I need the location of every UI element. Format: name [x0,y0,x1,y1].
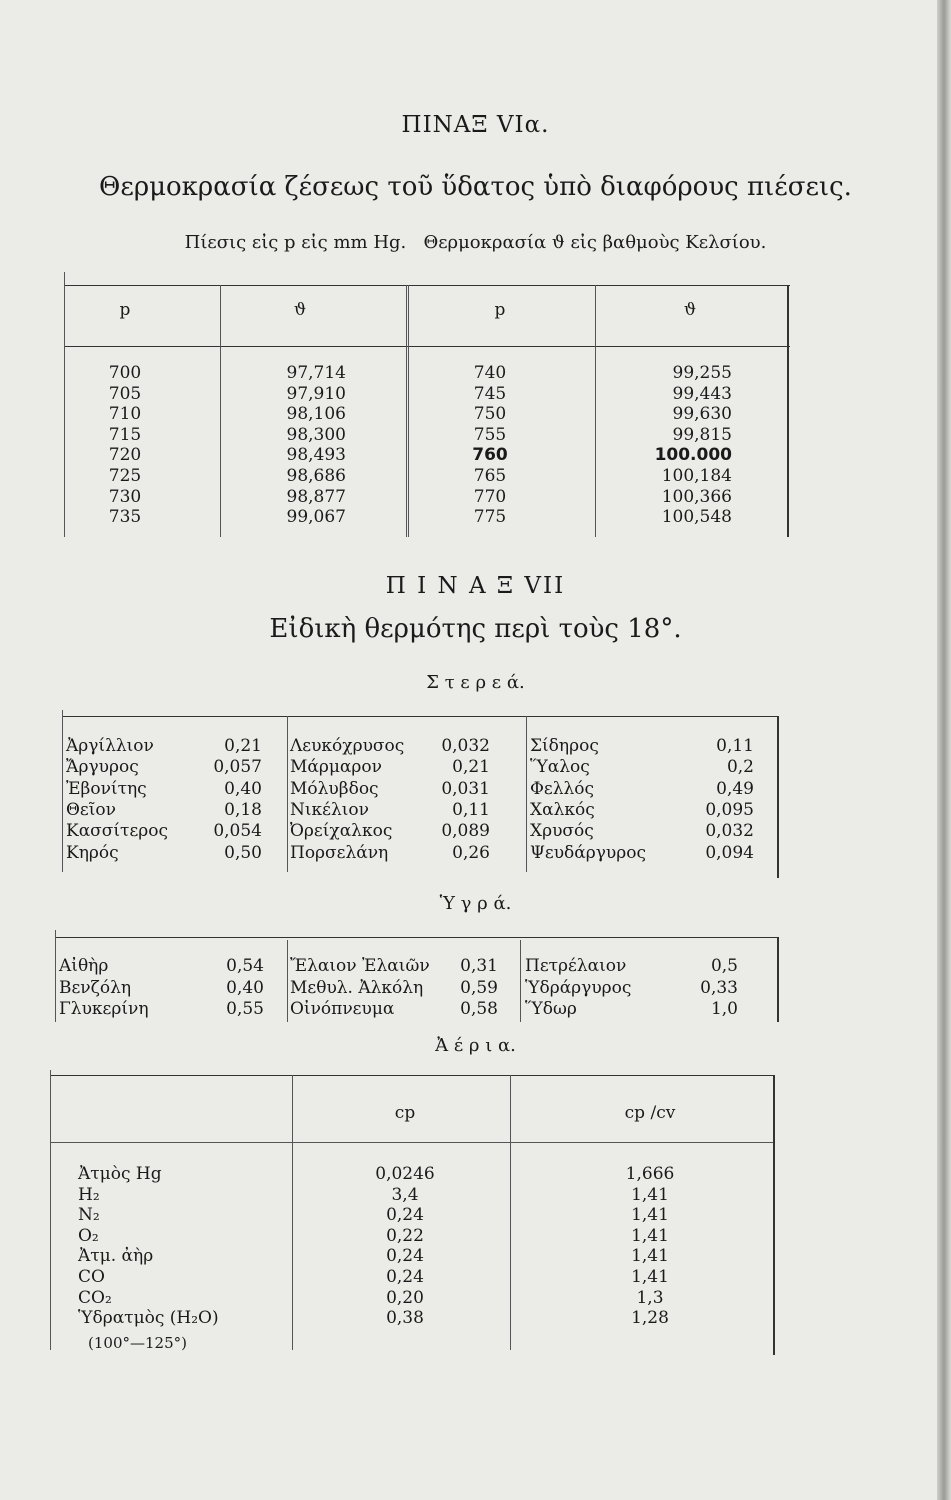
cp-cv-value: 1,666 [625,1164,675,1184]
specific-heat-value: 0,49 [716,778,754,799]
temperature-cell: 99,815 [672,424,732,445]
pressure-cell: 710 [108,404,142,425]
table-6a-header: ϑ [683,300,697,320]
cp-cv-value: 1,41 [631,1205,669,1226]
specific-heat-value: 0,11 [716,736,754,756]
table-6a-left-border [64,272,65,537]
temperature-cell: 99,255 [672,363,732,383]
gas-name: Ἀτμὸς Hg [78,1164,162,1184]
temperature-cell: 98,877 [286,486,346,507]
liquids-col-divider [287,940,288,1022]
substance-name: Ψευδάργυρος [530,842,647,863]
cp-cv-value: 1,41 [631,1225,669,1246]
specific-heat-value: 0,5 [710,956,738,976]
specific-heat-value: 0,26 [452,842,490,863]
specific-heat-value: 0,095 [705,799,754,820]
pressure-cell: 745 [473,383,507,404]
specific-heat-value: 0,2 [726,757,754,778]
specific-heat-value: 0,21 [452,757,490,778]
temperature-cell: 99,067 [286,507,346,528]
specific-heat-value: 0,40 [224,778,262,799]
table-6a-header: p [119,300,131,320]
temperature-cell: 100,184 [661,466,732,486]
substance-name: Ἐβονίτης [66,778,147,799]
temperature-cell: 98,106 [286,404,346,425]
cp-value: 0,20 [386,1287,424,1308]
liquids-col-divider [520,940,521,1022]
gas-name: O₂ [78,1225,99,1246]
gas-name: N₂ [78,1205,100,1226]
page-edge-shadow [937,0,951,1500]
pressure-cell: 740 [473,363,507,383]
cp-value: 0,24 [386,1246,424,1267]
substance-name: Μόλυβδος [290,778,379,799]
pressure-cell: 765 [473,466,507,486]
temperature-cell: 100,366 [661,486,732,507]
gases-col-divider [292,1075,293,1350]
substance-name: Κασσίτερος [66,821,169,842]
specific-heat-value: 0,58 [460,999,498,1019]
table-6a-col-divider [595,285,596,537]
gases-top-rule [50,1075,775,1076]
pressure-cell: 705 [108,383,142,404]
gases-header-rule [50,1142,775,1143]
pressure-cell: 755 [473,424,507,445]
pressure-cell: 730 [108,486,142,507]
pressure-cell: 700 [108,363,142,383]
cp-value: 0,0246 [375,1164,435,1184]
table-6a-top-rule [64,285,790,286]
cp-cv-value: 1,41 [631,1246,669,1267]
cp-cv-value: 1,41 [631,1184,669,1205]
gases-header-cp: cp [394,1103,416,1123]
substance-name: Πορσελάνη [290,842,389,863]
substance-name: Οἰνόπνευμα [290,999,395,1019]
specific-heat-value: 0,59 [460,977,498,998]
temperature-cell: 98,686 [286,466,346,486]
gas-name: CO [78,1267,105,1287]
temperature-cell: 99,630 [672,404,732,425]
gases-note: (100°—125°) [88,1334,187,1352]
substance-name: Κηρός [66,842,119,863]
pressure-cell: 720 [108,445,142,466]
temperature-cell: 99,443 [672,383,732,404]
substance-name: Ὕδωρ [525,999,577,1019]
specific-heat-value: 0,50 [224,842,262,863]
temperature-cell: 100,548 [661,507,732,528]
table-7-subtitle: Εἰδικὴ θερμότης περὶ τοὺς 18°. [269,614,682,644]
substance-name: Ἔλαιον Ἐλαιῶν [290,956,430,976]
solids-heading: Σ τ ε ρ ε ά. [426,672,525,693]
solids-right-border [777,716,779,878]
specific-heat-value: 1,0 [710,999,738,1019]
substance-name: Ἀργίλλιον [66,736,154,756]
liquids-left-border [55,930,56,1022]
table-6a-col-divider [220,285,221,537]
gases-col-divider [510,1075,511,1350]
temperature-cell: 97,910 [286,383,346,404]
substance-name: Αἰθὴρ [59,956,109,976]
substance-name: Ἄργυρος [66,757,139,778]
solids-left-border [62,710,63,872]
specific-heat-value: 0,094 [705,842,754,863]
substance-name: Μάρμαρον [290,757,382,778]
substance-name: Νικέλιον [290,799,369,820]
table-6a-subtitle: Θερμοκρασία ζέσεως τοῦ ὕδατος ὑπὸ διαφόρους πιέσεις. [99,172,852,202]
substance-name: Λευκόχρυσος [290,736,405,756]
cp-value: 0,24 [386,1205,424,1226]
temperature-cell: 98,493 [286,445,346,466]
specific-heat-value: 0,057 [213,757,262,778]
substance-name: Ὑδράργυρος [525,977,632,998]
specific-heat-value: 0,33 [700,977,738,998]
table-6a-header: ϑ [293,300,307,320]
specific-heat-value: 0,31 [460,956,498,976]
pressure-cell: 770 [473,486,507,507]
cp-value: 3,4 [391,1184,419,1205]
specific-heat-value: 0,54 [226,956,264,976]
substance-name: Ὕαλος [530,757,590,778]
cp-cv-value: 1,28 [631,1308,669,1329]
cp-value: 0,24 [386,1267,424,1287]
pressure-cell: 775 [473,507,507,528]
substance-name: Σίδηρος [530,736,599,756]
pressure-cell: 735 [108,507,142,528]
specific-heat-value: 0,11 [452,799,490,820]
solids-top-rule [62,716,778,717]
gas-name: Ἀτμ. ἀὴρ [78,1246,154,1267]
gas-name: CO₂ [78,1287,112,1308]
specific-heat-value: 0,089 [441,821,490,842]
gas-name: Ὑδρατμὸς (H₂O) [78,1308,219,1329]
specific-heat-value: 0,031 [441,778,490,799]
pressure-cell: 715 [108,424,142,445]
gases-right-border [773,1075,775,1355]
pressure-cell: 760 [472,445,508,466]
specific-heat-value: 0,032 [705,821,754,842]
gases-header-ratio: cp /cv [624,1103,676,1123]
liquids-heading: Ὑ γ ρ ά. [439,893,512,914]
cp-value: 0,38 [386,1308,424,1329]
solids-col-divider [526,716,527,872]
gases-left-border [50,1070,51,1350]
solids-col-divider [287,716,288,872]
specific-heat-value: 0,032 [441,736,490,756]
substance-name: Χρυσός [530,821,594,842]
liquids-top-rule [55,937,778,938]
cp-cv-value: 1,3 [636,1287,664,1308]
cp-cv-value: 1,41 [631,1267,669,1287]
temperature-cell: 98,300 [286,424,346,445]
table-7-title: Π Ι Ν Α Ξ VII [385,573,566,599]
substance-name: Χαλκός [530,799,595,820]
substance-name: Φελλός [530,778,595,799]
temperature-cell: 97,714 [286,363,346,383]
table-6a-caption: Πίεσις εἰς p εἰς mm Hg. Θερμοκρασία ϑ εἰς βαθμοὺς Κελσίου. [184,232,767,253]
gases-heading: Ἀ έ ρ ι α. [435,1035,516,1056]
substance-name: Πετρέλαιον [525,956,627,976]
temperature-cell: 100.000 [654,445,732,466]
table-6a-header-rule [64,346,790,347]
table-6a-center-divider [406,285,409,537]
specific-heat-value: 0,18 [224,799,262,820]
specific-heat-value: 0,55 [226,999,264,1019]
liquids-right-border [777,937,779,1022]
substance-name: Μεθυλ. Ἀλκόλη [290,977,424,998]
table-6a-title: ΠΙΝΑΞ VIα. [401,112,550,138]
substance-name: Θεῖον [66,799,116,820]
pressure-cell: 750 [473,404,507,425]
substance-name: Ὀρείχαλκος [290,821,393,842]
specific-heat-value: 0,40 [226,977,264,998]
table-6a-header: p [494,300,506,320]
specific-heat-value: 0,21 [224,736,262,756]
specific-heat-value: 0,054 [213,821,262,842]
table-6a-right-border [787,285,789,537]
substance-name: Γλυκερίνη [59,999,149,1019]
substance-name: Βενζόλη [59,977,132,998]
pressure-cell: 725 [108,466,142,486]
cp-value: 0,22 [386,1225,424,1246]
gas-name: H₂ [78,1184,100,1205]
